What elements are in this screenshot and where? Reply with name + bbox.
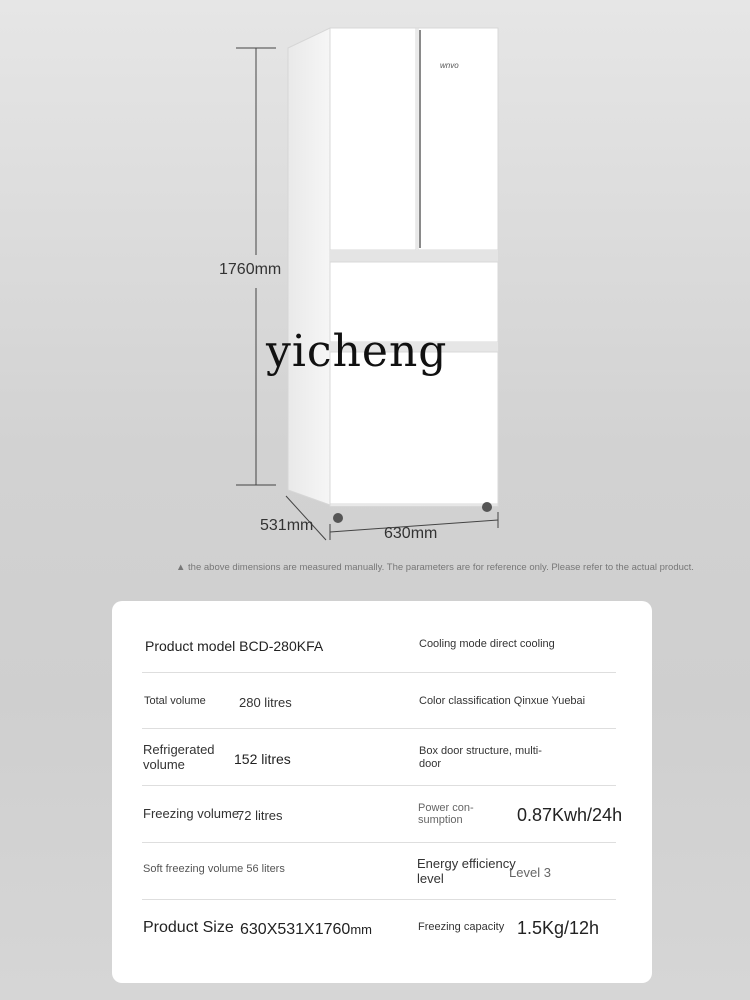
refrigerated-label-line2: volume [143,757,185,772]
product-size-unit: mm [350,922,372,937]
freezing-capacity-value: 1.5Kg/12h [517,918,600,938]
height-dimension-label: 1760mm [219,261,282,278]
power-consumption-label-line2: sumption [418,814,463,826]
refrigerated-value: 152 litres [234,751,291,767]
row-divider [142,672,616,673]
energy-efficiency-label-line2: level [417,871,444,886]
width-dimension-label: 630mm [384,525,438,542]
total-volume-value: 280 litres [239,695,292,710]
freezing-capacity-label: Freezing capacity [418,921,505,933]
refrigerated-label-line1: Refrigerated [143,742,215,757]
cooling-mode: Cooling mode direct cooling [419,638,555,650]
power-consumption-value: 0.87Kwh/24h [517,805,623,825]
product-size-value: 630X531X1760mm [240,921,372,938]
freezing-volume-value: 72 litres [237,808,283,823]
brand-logo: wnvo [440,61,459,70]
door-structure-line2: door [419,758,442,770]
row-divider [142,785,616,786]
door-structure-line1: Box door structure, multi- [419,745,542,757]
row-divider [142,728,616,729]
row-divider [142,899,616,900]
product-model: Product model BCD-280KFA [145,638,324,654]
energy-efficiency-label-line1: Energy efficiency [417,856,516,871]
product-size-label: Product Size [143,919,234,936]
spec-card [112,601,652,983]
row-divider [142,842,616,843]
color-classification: Color classification Qinxue Yuebai [419,695,586,707]
total-volume-label: Total volume [144,695,206,707]
disclaimer-note: ▲ the above dimensions are measured manually. The parameters are for reference only. Please refer to the actual product. [176,562,694,573]
freezing-volume-label: Freezing volume [143,806,240,821]
watermark-text: yicheng [266,326,448,377]
soft-freezing-volume: Soft freezing volume 56 liters [143,863,285,875]
depth-dimension-label: 531mm [260,517,314,534]
power-consumption-label-line1: Power con- [418,802,474,814]
energy-efficiency-value: Level 3 [509,865,551,880]
